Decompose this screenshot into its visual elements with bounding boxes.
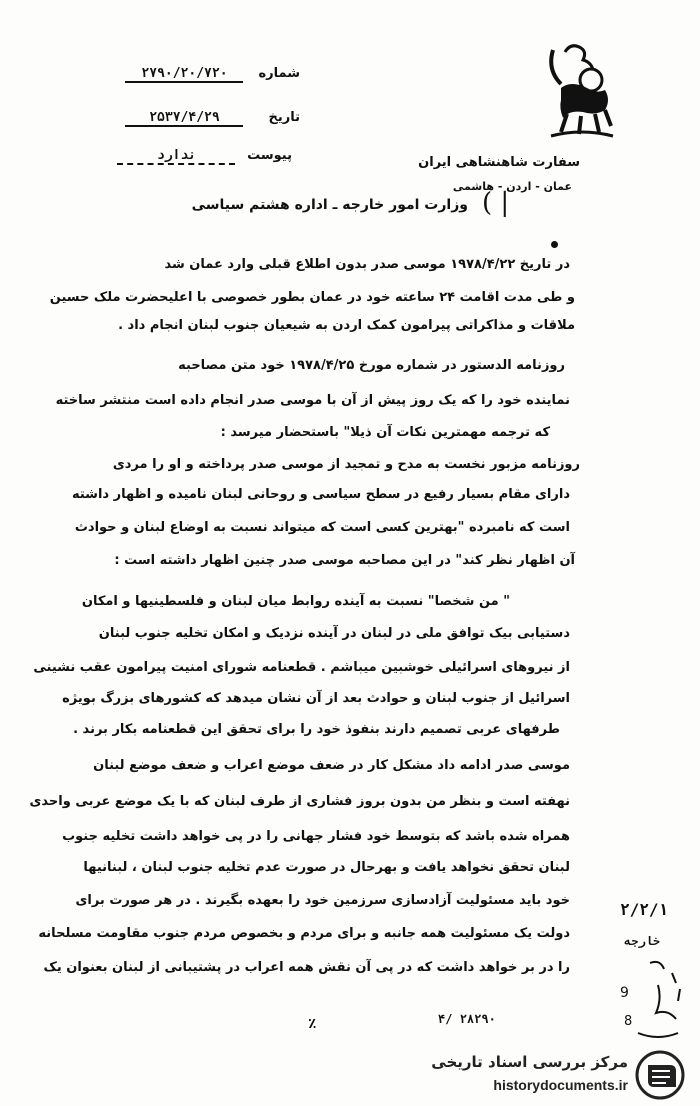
body-line: و طی مدت اقامت ۲۴ ساعته خود در عمان بطور خصوصی با اعلیحضرت ملک حسین xyxy=(49,290,575,305)
body-line: که ترجمه مهمترین نکات آن ذیلا" باستحضار میرسد : xyxy=(220,425,550,440)
body-line: اسرائیل از جنوب لبنان و حوادث بعد از آن نشان میدهد که کشورهای بزرگ بویژه xyxy=(62,691,570,706)
heading-bracket: ( | xyxy=(482,188,510,218)
number-label: شماره xyxy=(258,66,300,81)
side-number: ۲/۲/۱ xyxy=(620,900,669,919)
embassy-name: سفارت شاهنشاهی ایران xyxy=(418,155,580,170)
margin-dot xyxy=(551,241,558,248)
archive-watermark xyxy=(420,1045,690,1103)
date-label: تاریخ xyxy=(268,110,300,125)
letter-date xyxy=(125,110,300,127)
body-line: روزنامه الدستور در شماره مورخ ۱۹۷۸/۴/۲۵ خود متن مصاحبه xyxy=(178,358,565,373)
addressee-heading: وزارت امور خارجه ـ اداره هشتم سیاسی xyxy=(191,197,468,213)
lion-and-sun-icon xyxy=(545,40,620,145)
letter-attachment xyxy=(117,148,292,165)
body-line: نهفته است و بنظر من بدون بروز فشاری از طرف لبنان که با یک موضع عربی واحدی xyxy=(29,794,570,809)
number-value: ۲۷۹۰/۲۰/۷۲۰ xyxy=(125,66,243,83)
date-value: ۲۵۳۷/۴/۲۹ xyxy=(125,110,243,127)
letter-number xyxy=(125,66,300,83)
body-line: خود باید مسئولیت آزادسازی سرزمین خود را بعهده بگیرند . در هر صورت برای xyxy=(75,893,570,908)
body-line: ملاقات و مذاکراتی پیرامون کمک اردن به شیعیان جنوب لبنان انجام داد . xyxy=(118,318,575,333)
bottom-center-mark: ۲۸۲۹۰ /۴ xyxy=(438,1012,496,1026)
body-line: نماینده خود را که یک روز پیش از آن با موسی صدر انجام داده است منتشر ساخته xyxy=(55,393,570,408)
watermark-title: مرکز بررسی اسناد تاریخی xyxy=(431,1053,628,1071)
svg-text:9: 9 xyxy=(620,985,629,1001)
body-line: دولت یک مسئولیت همه جانبه و برای مردم و بخصوص مردم جنوب مقاومت مسلحانه xyxy=(38,926,570,941)
body-line: روزنامه مزبور نخست به مدح و تمجید از موسی صدر پرداخته و او را مردی xyxy=(112,457,580,472)
body-line: دارای مقام بسیار رفیع در سطح سیاسی و روحانی لبنان نامیده و اظهار داشته xyxy=(71,487,570,502)
svg-text:8: 8 xyxy=(624,1014,633,1029)
body-line: است که نامبرده "بهترین کسی است که میتواند نسبت به اوضاع لبنان و حوادث xyxy=(74,520,570,535)
body-line: " من شخصا" نسبت به آینده روابط میان لبنان و فلسطینیها و امکان xyxy=(81,594,510,609)
attachment-label: پیوست xyxy=(247,148,292,163)
watermark-url: historydocuments.ir xyxy=(493,1077,628,1093)
body-line: موسی صدر ادامه داد مشکل کار در ضعف موضع اعراب و ضعف موضع لبنان xyxy=(93,758,570,773)
body-line: طرفهای عربی تصمیم دارند بنفوذ خود را برای تحقق این قطعنامه بکار برند . xyxy=(73,722,560,737)
body-line: همراه شده باشد که بتوسط خود فشار جهانی را در پی خواهد داشت تخلیه جنوب xyxy=(62,829,570,844)
body-line: را در بر خواهد داشت که در پی آن نقش همه اعراب در پشتیبانی از لبنان بعنوان یک xyxy=(43,960,570,975)
body-line: آن اظهار نظر کند" در این مصاحبه موسی صدر چنین اظهار داشته است : xyxy=(114,553,575,568)
attachment-value: ندارد xyxy=(117,148,235,165)
body-line: از نیروهای اسرائیلی خوشبین میباشم . قطعنامه شورای امنیت پیرامون عقب نشینی xyxy=(33,660,570,675)
body-line: در تاریخ ۱۹۷۸/۴/۲۲ موسی صدر بدون اطلاع قبلی وارد عمان شد xyxy=(164,257,570,272)
side-dept: خارجه xyxy=(624,934,661,948)
embassy-location: عمان - اردن - هاشمی xyxy=(452,180,572,193)
body-line: لبنان تحقق نخواهد یافت و بهرحال در صورت عدم تخلیه جنوب لبنان ، لبنانیها xyxy=(83,860,570,875)
archive-center-logo-icon xyxy=(634,1049,686,1101)
bottom-left-mark: ٪ xyxy=(308,1016,317,1032)
body-line: دستیابی بیک توافق ملی در لبنان در آینده نزدیک و امکان تخلیه جنوب لبنان xyxy=(98,626,570,641)
handwritten-marginalia xyxy=(610,955,700,1045)
